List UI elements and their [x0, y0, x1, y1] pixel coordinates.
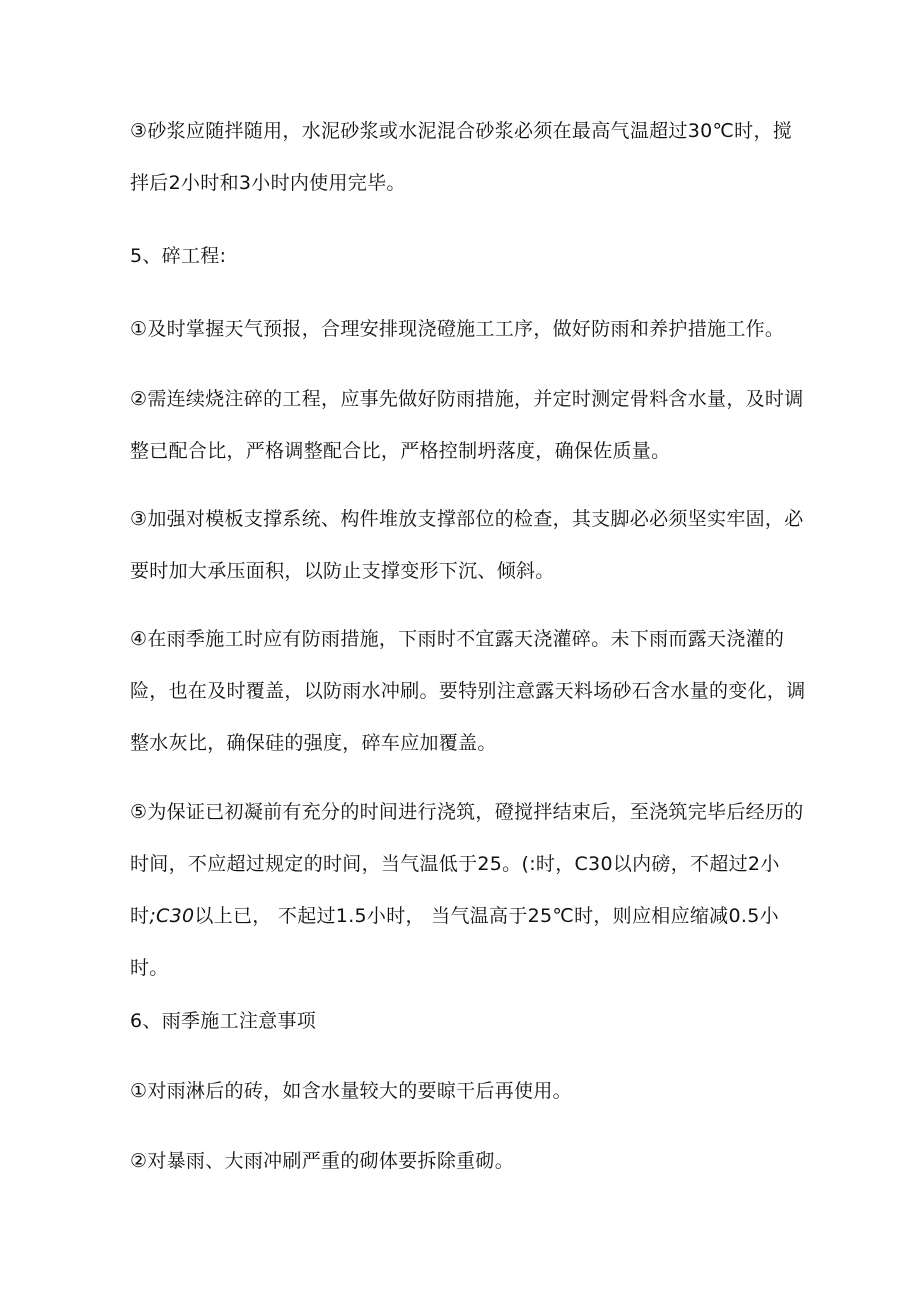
paragraph-text-part-b: ;C30	[149, 905, 195, 927]
paragraph-text-part-c: 以上已， 不起过1.5小时， 当气温高于25℃时，则应相应缩减0.5小时。	[130, 905, 779, 979]
paragraph-text: ③加强对模板支撑系统、构件堆放支撑部位的检查，其支脚必必须坚实牢固，必要时加大承压面积，以防止支撑变形下沉、倾斜。	[130, 508, 804, 582]
paragraph-mortar-usage	[130, 105, 806, 209]
paragraph-formwork-inspection	[130, 493, 806, 597]
heading-text: 6、雨季施工注意事项	[130, 1010, 317, 1032]
paragraph-text: ①及时掌握天气预报，合理安排现浇磴施工工序，做好防雨和养护措施工作。	[130, 318, 785, 340]
paragraph-text: ③砂浆应随拌随用，水泥砂浆或水泥混合砂浆必须在最高气温超过30℃时，搅拌后2小时和3小时内使用完毕。	[130, 120, 793, 194]
paragraph-text: ②对暴雨、大雨冲刷严重的砌体要拆除重砌。	[130, 1150, 515, 1172]
section-heading-rainy-season-notes	[130, 995, 806, 1047]
paragraph-weather-forecast	[130, 303, 806, 355]
paragraph-wet-bricks	[130, 1065, 806, 1117]
section-heading-concrete-works	[130, 230, 806, 282]
paragraph-pouring-time-limits	[130, 786, 806, 994]
paragraph-storm-damaged-masonry	[130, 1135, 806, 1187]
paragraph-continuous-pouring	[130, 373, 806, 477]
paragraph-text-part-a: ⑤为保证已初凝前有充分的时间进行浇筑，磴搅拌结束后，至浇筑完毕后经历的时间，不应超过规定的时间，当气温低于25。(:时，C30以内磅，不超过2小时	[130, 801, 804, 927]
paragraph-text: ④在雨季施工时应有防雨措施，下雨时不宜露天浇灌碎。未下雨而露天浇灌的险，也在及时覆盖，以防雨水冲刷。要特别注意露天料场砂石含水量的变化，调整水灰比，确保硅的强度，碎车应加覆盖。	[130, 628, 806, 754]
paragraph-text: ①对雨淋后的砖，如含水量较大的要晾干后再使用。	[130, 1080, 572, 1102]
paragraph-rain-measures	[130, 613, 806, 769]
heading-text: 5、碎工程:	[130, 245, 227, 267]
paragraph-text: ②需连续烧注碎的工程，应事先做好防雨措施，并定时测定骨料含水量，及时调整已配合比，严格调整配合比，严格控制坍落度，确保佐质量。	[130, 388, 804, 462]
